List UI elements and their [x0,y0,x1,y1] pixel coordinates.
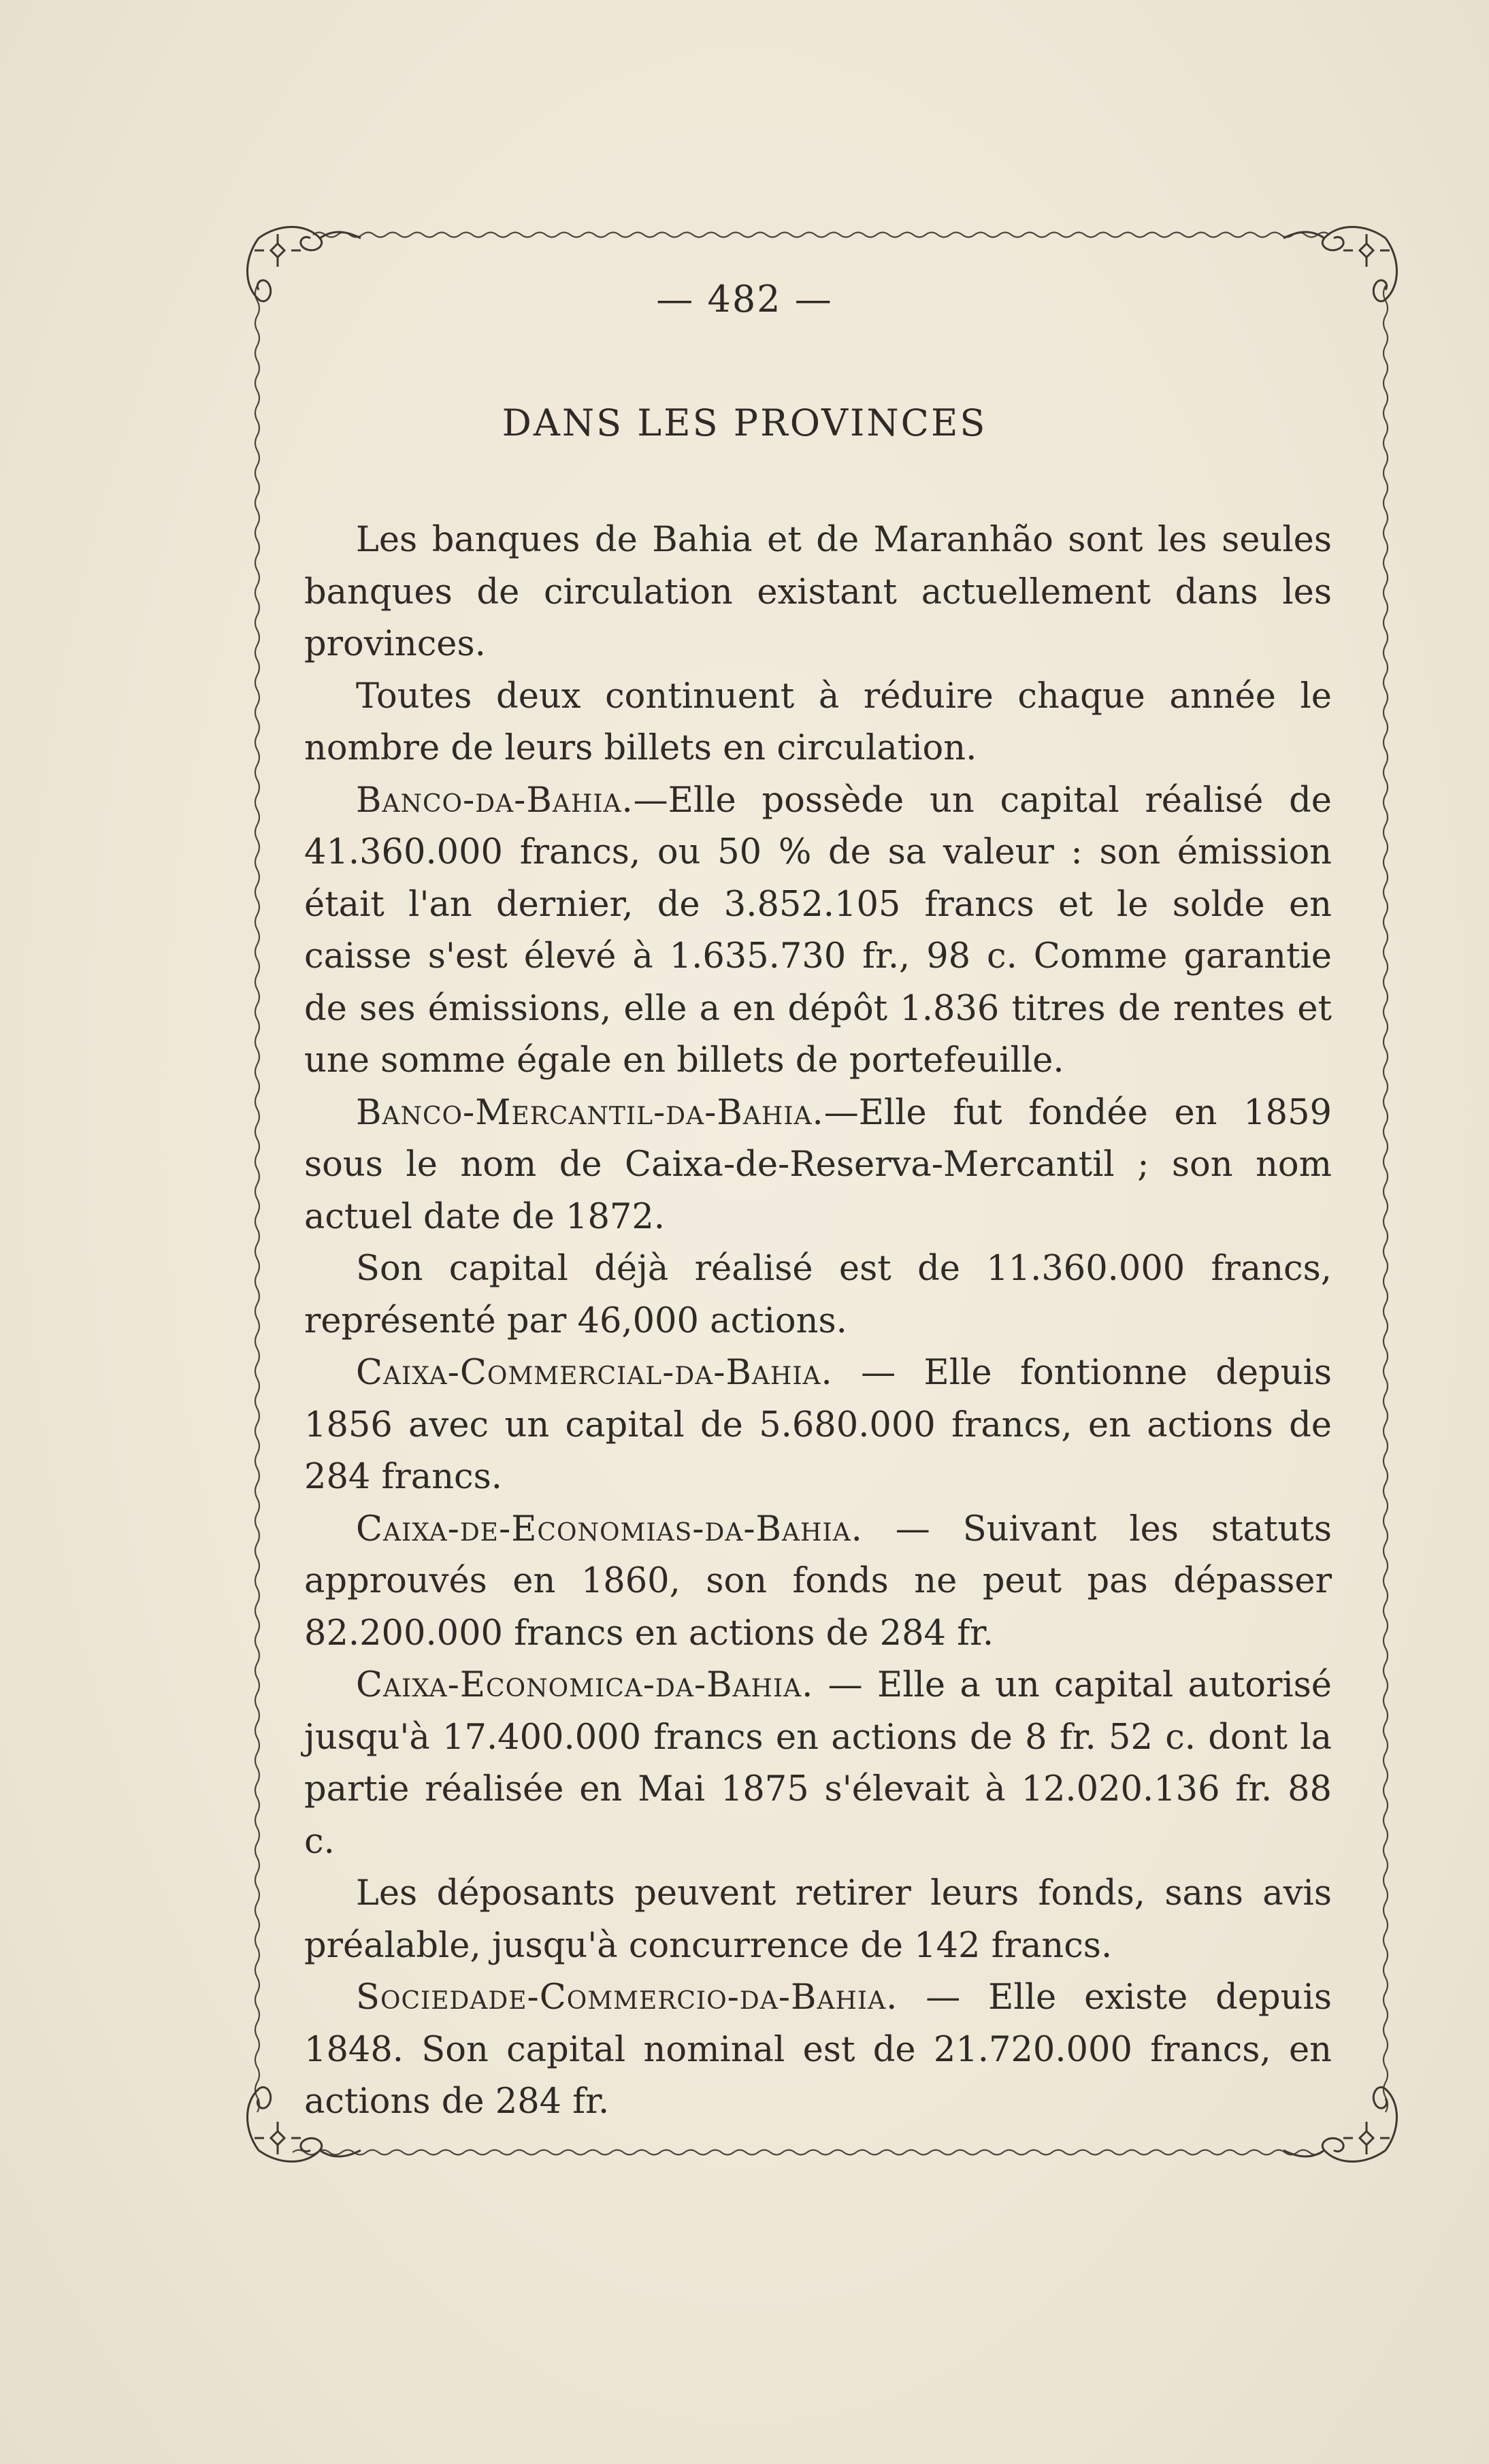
paragraph-text: — Elle existe depuis 1848. Son capital nominal est de 21.720.000 francs, en actions de 284 fr. [304,1977,1332,2122]
paragraph-text: —Elle fut fondée en 1859 sous le nom de Caixa-de-Reserva-Mercantil ; son nom actuel date de 1872. [304,1092,1332,1237]
right-border-line [1384,286,1388,2112]
paragraph-lead: Caixa-de-Economias-da-Bahia. [356,1509,863,1549]
paragraph-10 [304,1972,1332,2129]
paragraph-lead: Banco-da-Bahia. [356,780,634,821]
paragraph-6 [304,1347,1332,1504]
page-number: — 482 — [656,278,833,321]
paragraph-4 [304,1087,1332,1244]
top-border-line [313,233,1330,237]
paragraph-9 [304,1868,1332,1972]
paragraph-text: Son capital déjà réalisé est de 11.360.000 francs, représenté par 46,000 actions. [304,1249,1332,1341]
section-heading: DANS LES PROVINCES [502,401,987,444]
paragraph-lead: Caixa-Economica-da-Bahia. [356,1665,814,1705]
bottom-border-line [293,2150,1322,2155]
paragraph-text: Les banques de Bahia et de Maranhão sont les seules banques de circulation existant actuellement dans les provinces. [304,520,1332,664]
paragraph-lead: Caixa-Commercial-da-Bahia. [356,1353,833,1393]
left-border-line [255,286,259,2112]
paragraph-8 [304,1660,1332,1868]
paragraph-7 [304,1504,1332,1660]
paragraph-text: Toutes deux continuent à réduire chaque année le nombre de leurs billets en circulation. [304,676,1332,768]
body-text [304,514,1332,2129]
paragraph-5 [304,1243,1332,1347]
paragraph-lead: Banco-Mercantil-da-Bahia. [356,1092,824,1133]
paragraph-text: — Elle fontionne depuis 1856 avec un capital de 5.680.000 francs, en actions de 284 francs. [304,1353,1332,1497]
paragraph-text: —Elle possède un capital réalisé de 41.360.000 francs, ou 50 % de sa valeur : son émission était l'an dernier, de 3.852.105 francs et le solde en caisse s'est élevé à 1.635.730 fr., 98 c. Comme garantie de ses émissions, elle a en dépôt 1.836 titres de rentes et une somme égale en billets de portefeuille. [304,780,1332,1081]
paragraph-text: — Suivant les statuts approuvés en 1860, son fonds ne peut pas dépasser 82.200.000 francs en actions de 284 fr. [304,1509,1332,1654]
paragraph-text: Les déposants peuvent retirer leurs fonds, sans avis préalable, jusqu'à concurrence de 142 francs. [304,1873,1332,1966]
paragraph-2 [304,671,1332,775]
paragraph-text: — Elle a un capital autorisé jusqu'à 17.400.000 francs en actions de 8 fr. 52 c. dont la partie réalisée en Mai 1875 s'élevait à 12.020.136 fr. 88 c. [304,1665,1332,1862]
paragraph-lead: Sociedade-Commercio-da-Bahia. [356,1977,898,2018]
paragraph-3 [304,775,1332,1087]
paragraph-1 [304,514,1332,671]
